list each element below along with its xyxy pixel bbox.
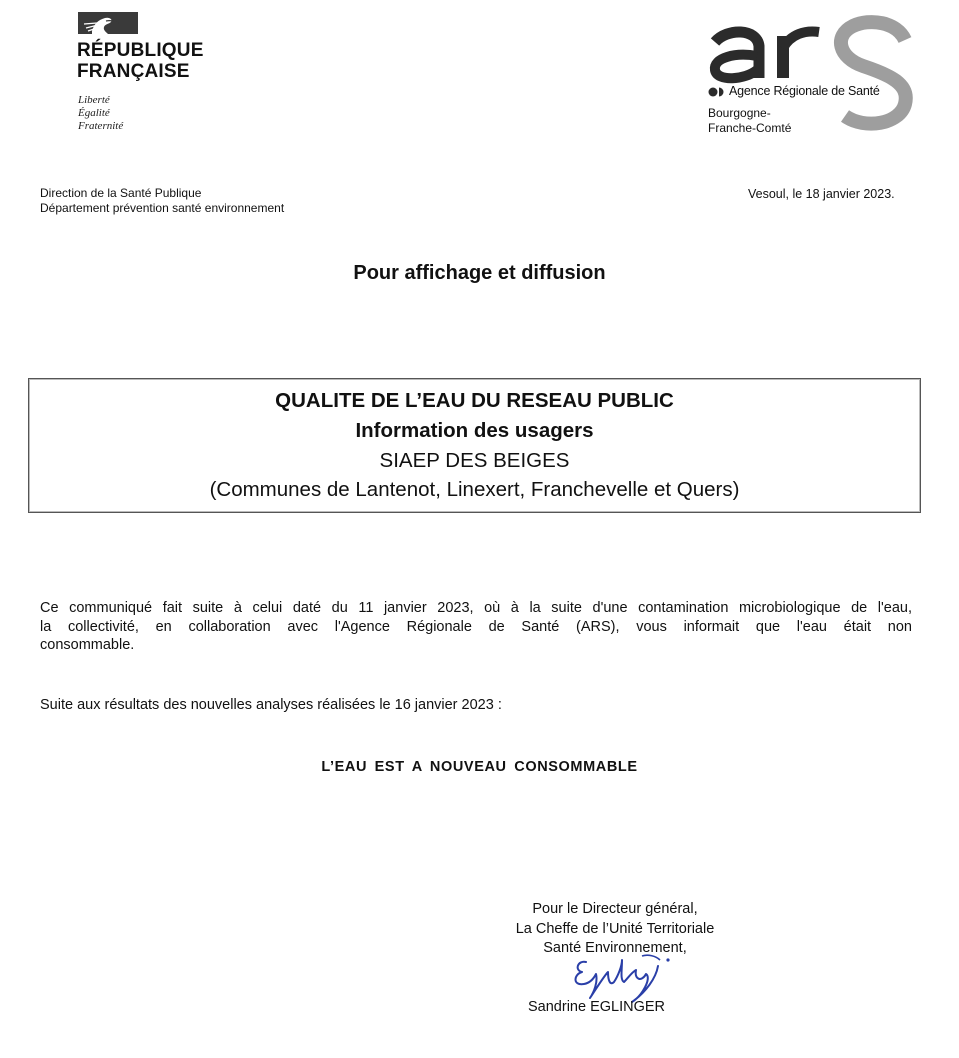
announcement: L’EAU EST A NOUVEAU CONSOMMABLE <box>321 759 638 775</box>
ars-agency-name: Agence Régionale de Santé <box>708 84 880 98</box>
document-date: Vesoul, le 18 janvier 2023. <box>748 187 895 201</box>
marianne-logo-icon <box>78 12 138 34</box>
display-notice-title: Pour affichage et diffusion <box>353 262 606 284</box>
title-box-line-4: (Communes de Lantenot, Linexert, Franchevelle et Quers) <box>209 478 740 501</box>
department-info: Direction de la Santé Publique Département prévention santé environnement <box>40 186 285 215</box>
republic-motto: Liberté Égalité Fraternité <box>78 94 124 132</box>
title-box-line-1: QUALITE DE L’EAU DU RESEAU PUBLIC <box>275 389 674 412</box>
ars-dots-icon <box>708 87 726 97</box>
title-box-line-2: Information des usagers <box>355 419 594 442</box>
paragraph-1: Ce communiqué fait suite à celui daté du 11 janvier 2023, où à la suite d'une contamination microbiologique de l'eau, la collectivité, en collaboration avec l'Agence Régionale de Santé (ARS), vous informait que l'eau était non consommable. <box>40 600 912 653</box>
republique-francaise-title: RÉPUBLIQUE FRANÇAISE <box>77 40 204 82</box>
signer-name: Sandrine EGLINGER <box>528 999 666 1015</box>
signature-title: Pour le Directeur général, La Cheffe de l’Unité Territoriale Santé Environnement, <box>515 901 715 956</box>
handwritten-signature-icon <box>572 952 684 1006</box>
paragraph-2: Suite aux résultats des nouvelles analyses réalisées le 16 janvier 2023 : <box>40 697 502 713</box>
title-box-line-3: SIAEP DES BEIGES <box>379 449 570 472</box>
title-box <box>28 378 921 513</box>
ars-region: Bourgogne- Franche-Comté <box>708 106 792 135</box>
